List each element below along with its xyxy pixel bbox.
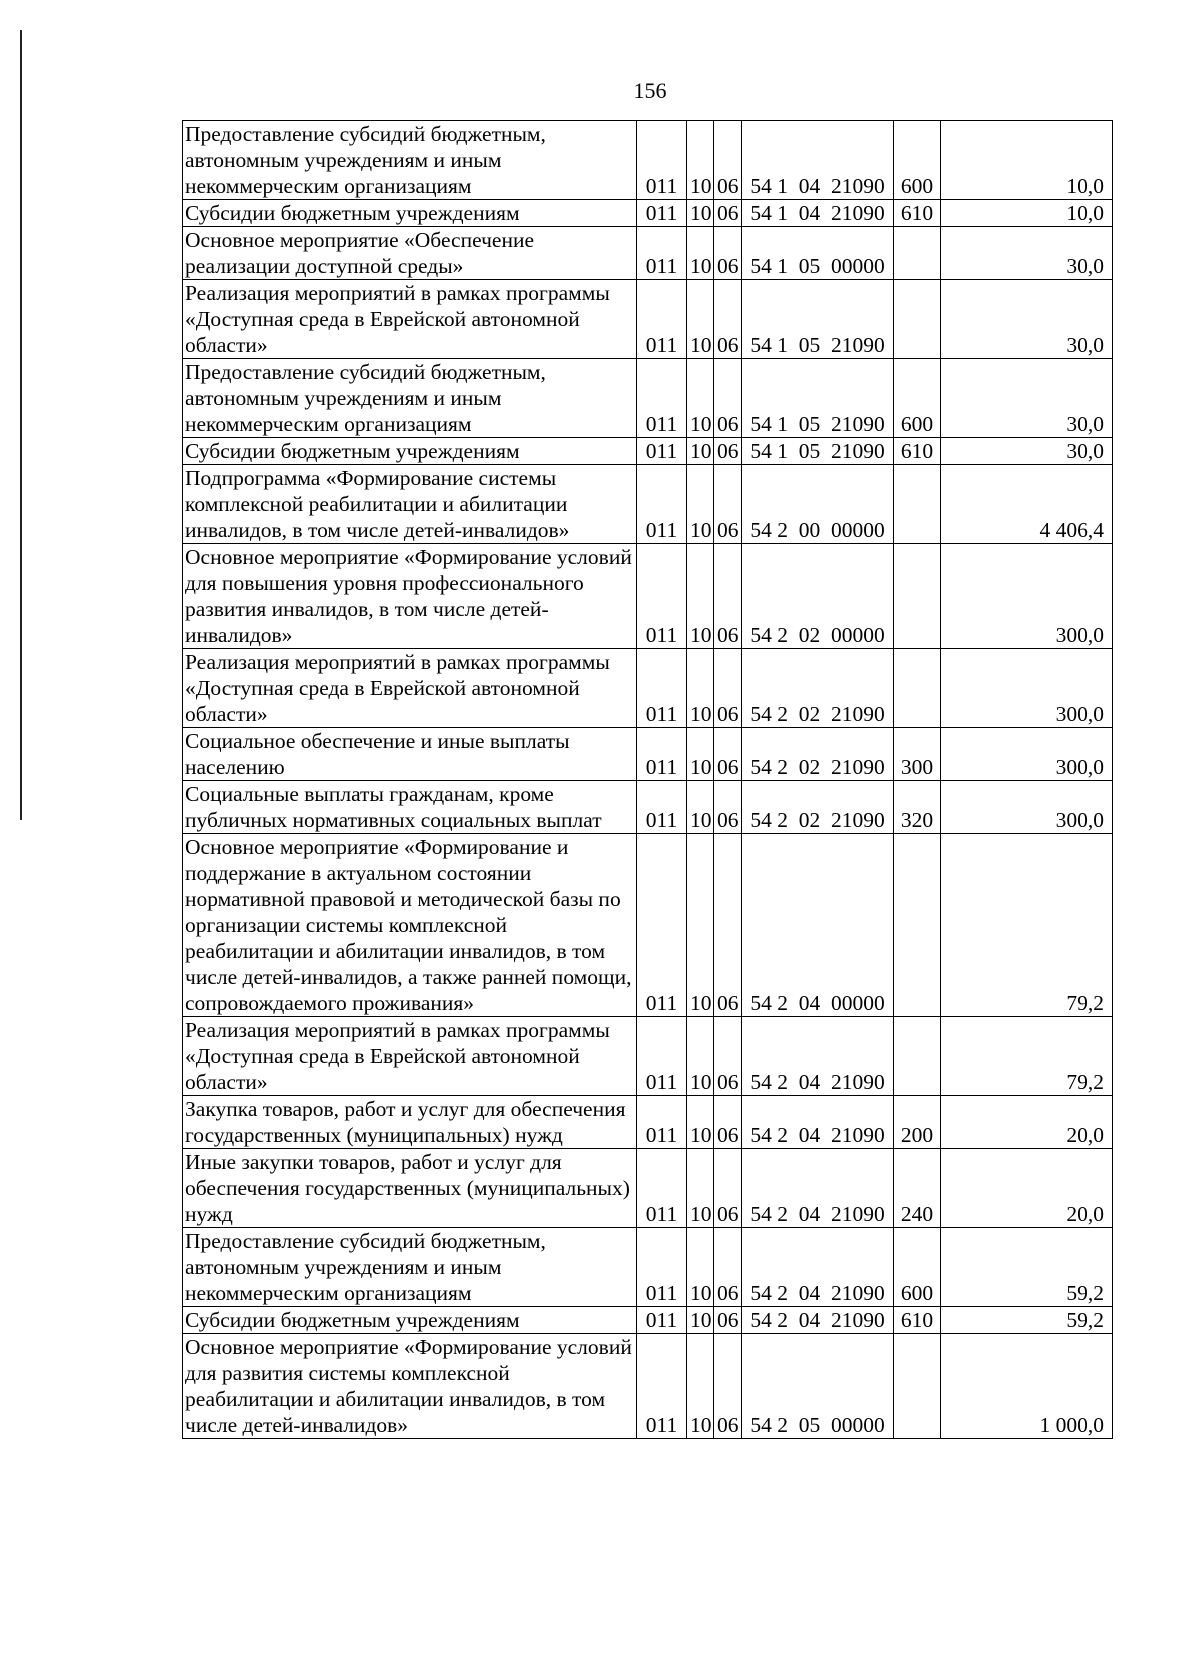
row-program-code-cell: 54 2 04 21090 — [742, 1017, 894, 1096]
table-row — [183, 781, 1113, 834]
row-subsection-code-cell: 06 — [714, 1334, 742, 1439]
row-amount-cell: 10,0 — [941, 200, 1113, 227]
margin-line — [20, 30, 22, 820]
row-subsection-code-cell: 06 — [714, 544, 742, 649]
row-ministry-code-cell: 011 — [637, 544, 687, 649]
row-ministry-code-cell: 011 — [637, 227, 687, 280]
table-row — [183, 1096, 1113, 1149]
row-name-cell: Основное мероприятие «Формирование условий для развития системы комплексной реабилитации и абилитации инвалидов, в том числе детей-инвалидов» — [183, 1334, 637, 1439]
row-amount-cell: 30,0 — [941, 280, 1113, 359]
row-expense-type-cell: 600 — [894, 1228, 941, 1307]
row-program-code-cell: 54 2 02 00000 — [742, 544, 894, 649]
row-ministry-code-cell: 011 — [637, 465, 687, 544]
row-name-cell: Реализация мероприятий в рамках программы «Доступная среда в Еврейской автономной области» — [183, 280, 637, 359]
table-row — [183, 1149, 1113, 1228]
row-name-cell: Социальные выплаты гражданам, кроме публичных нормативных социальных выплат — [183, 781, 637, 834]
row-name-cell: Предоставление субсидий бюджетным, автономным учреждениям и иным некоммерческим организациям — [183, 1228, 637, 1307]
row-expense-type-cell — [894, 649, 941, 728]
row-name-cell: Основное мероприятие «Формирование условий для повышения уровня профессионального развития инвалидов, в том числе детей-инвалидов» — [183, 544, 637, 649]
row-program-code-cell: 54 2 04 21090 — [742, 1149, 894, 1228]
row-expense-type-cell — [894, 834, 941, 1017]
row-expense-type-cell: 600 — [894, 121, 941, 200]
row-subsection-code-cell: 06 — [714, 649, 742, 728]
row-program-code-cell: 54 1 05 00000 — [742, 227, 894, 280]
table-row — [183, 1228, 1113, 1307]
row-subsection-code-cell: 06 — [714, 359, 742, 438]
row-name-cell: Основное мероприятие «Формирование и поддержание в актуальном состоянии нормативной правовой и методической базы по организации системы комплексной реабилитации и абилитации инвалидов, в том числе детей-инвалидов, а также ранней помощи, сопровождаемого проживания» — [183, 834, 637, 1017]
table-row — [183, 227, 1113, 280]
row-section-code-cell: 10 — [687, 649, 714, 728]
row-program-code-cell: 54 2 04 21090 — [742, 1228, 894, 1307]
budget-table — [182, 120, 1113, 1439]
row-name-cell: Закупка товаров, работ и услуг для обеспечения государственных (муниципальных) нужд — [183, 1096, 637, 1149]
row-subsection-code-cell: 06 — [714, 1307, 742, 1334]
row-section-code-cell: 10 — [687, 1096, 714, 1149]
row-subsection-code-cell: 06 — [714, 227, 742, 280]
row-section-code-cell: 10 — [687, 1017, 714, 1096]
row-program-code-cell: 54 1 05 21090 — [742, 280, 894, 359]
row-subsection-code-cell: 06 — [714, 121, 742, 200]
row-program-code-cell: 54 1 05 21090 — [742, 438, 894, 465]
row-subsection-code-cell: 06 — [714, 1149, 742, 1228]
row-name-cell: Основное мероприятие «Обеспечение реализации доступной среды» — [183, 227, 637, 280]
row-ministry-code-cell: 011 — [637, 359, 687, 438]
row-name-cell: Социальное обеспечение и иные выплаты населению — [183, 728, 637, 781]
row-name-cell: Реализация мероприятий в рамках программы «Доступная среда в Еврейской автономной области» — [183, 649, 637, 728]
table-row — [183, 728, 1113, 781]
row-amount-cell: 300,0 — [941, 544, 1113, 649]
row-subsection-code-cell: 06 — [714, 1096, 742, 1149]
row-program-code-cell: 54 2 04 21090 — [742, 1307, 894, 1334]
row-expense-type-cell: 610 — [894, 1307, 941, 1334]
row-name-cell: Иные закупки товаров, работ и услуг для обеспечения государственных (муниципальных) нужд — [183, 1149, 637, 1228]
row-section-code-cell: 10 — [687, 280, 714, 359]
row-amount-cell: 20,0 — [941, 1149, 1113, 1228]
row-amount-cell: 79,2 — [941, 1017, 1113, 1096]
row-expense-type-cell: 320 — [894, 781, 941, 834]
row-program-code-cell: 54 2 02 21090 — [742, 649, 894, 728]
row-subsection-code-cell: 06 — [714, 834, 742, 1017]
row-name-cell: Подпрограмма «Формирование системы комплексной реабилитации и абилитации инвалидов, в том числе детей-инвалидов» — [183, 465, 637, 544]
row-amount-cell: 300,0 — [941, 649, 1113, 728]
row-amount-cell: 30,0 — [941, 359, 1113, 438]
row-program-code-cell: 54 2 05 00000 — [742, 1334, 894, 1439]
page-number: 156 — [633, 78, 667, 103]
row-section-code-cell: 10 — [687, 728, 714, 781]
table-row — [183, 359, 1113, 438]
row-ministry-code-cell: 011 — [637, 1228, 687, 1307]
row-program-code-cell: 54 2 02 21090 — [742, 728, 894, 781]
row-ministry-code-cell: 011 — [637, 200, 687, 227]
row-expense-type-cell — [894, 544, 941, 649]
row-amount-cell: 59,2 — [941, 1307, 1113, 1334]
table-row — [183, 1334, 1113, 1439]
row-section-code-cell: 10 — [687, 1307, 714, 1334]
row-program-code-cell: 54 1 04 21090 — [742, 200, 894, 227]
row-ministry-code-cell: 011 — [637, 438, 687, 465]
row-amount-cell: 20,0 — [941, 1096, 1113, 1149]
table-row — [183, 834, 1113, 1017]
row-expense-type-cell — [894, 1334, 941, 1439]
table-row — [183, 465, 1113, 544]
row-expense-type-cell: 240 — [894, 1149, 941, 1228]
table-row — [183, 1017, 1113, 1096]
table-row — [183, 121, 1113, 200]
row-section-code-cell: 10 — [687, 544, 714, 649]
row-subsection-code-cell: 06 — [714, 438, 742, 465]
row-section-code-cell: 10 — [687, 438, 714, 465]
row-subsection-code-cell: 06 — [714, 200, 742, 227]
row-subsection-code-cell: 06 — [714, 280, 742, 359]
row-section-code-cell: 10 — [687, 465, 714, 544]
row-program-code-cell: 54 2 02 21090 — [742, 781, 894, 834]
row-program-code-cell: 54 2 00 00000 — [742, 465, 894, 544]
row-name-cell: Субсидии бюджетным учреждениям — [183, 1307, 637, 1334]
table-row — [183, 200, 1113, 227]
row-ministry-code-cell: 011 — [637, 834, 687, 1017]
row-amount-cell: 300,0 — [941, 728, 1113, 781]
row-ministry-code-cell: 011 — [637, 781, 687, 834]
row-name-cell: Субсидии бюджетным учреждениям — [183, 438, 637, 465]
row-amount-cell: 10,0 — [941, 121, 1113, 200]
row-ministry-code-cell: 011 — [637, 1149, 687, 1228]
row-section-code-cell: 10 — [687, 227, 714, 280]
row-subsection-code-cell: 06 — [714, 465, 742, 544]
row-expense-type-cell — [894, 280, 941, 359]
row-amount-cell: 59,2 — [941, 1228, 1113, 1307]
row-section-code-cell: 10 — [687, 781, 714, 834]
row-section-code-cell: 10 — [687, 200, 714, 227]
row-amount-cell: 79,2 — [941, 834, 1113, 1017]
row-name-cell: Предоставление субсидий бюджетным, автономным учреждениям и иным некоммерческим организациям — [183, 121, 637, 200]
row-subsection-code-cell: 06 — [714, 781, 742, 834]
row-ministry-code-cell: 011 — [637, 649, 687, 728]
row-amount-cell: 4 406,4 — [941, 465, 1113, 544]
row-expense-type-cell: 300 — [894, 728, 941, 781]
row-section-code-cell: 10 — [687, 1149, 714, 1228]
row-ministry-code-cell: 011 — [637, 121, 687, 200]
row-subsection-code-cell: 06 — [714, 1017, 742, 1096]
row-section-code-cell: 10 — [687, 834, 714, 1017]
row-ministry-code-cell: 011 — [637, 1307, 687, 1334]
row-subsection-code-cell: 06 — [714, 1228, 742, 1307]
row-name-cell: Реализация мероприятий в рамках программы «Доступная среда в Еврейской автономной области» — [183, 1017, 637, 1096]
row-amount-cell: 300,0 — [941, 781, 1113, 834]
row-amount-cell: 30,0 — [941, 227, 1113, 280]
row-section-code-cell: 10 — [687, 1228, 714, 1307]
row-ministry-code-cell: 011 — [637, 280, 687, 359]
row-ministry-code-cell: 011 — [637, 1096, 687, 1149]
row-expense-type-cell: 610 — [894, 438, 941, 465]
row-expense-type-cell: 200 — [894, 1096, 941, 1149]
row-expense-type-cell: 610 — [894, 200, 941, 227]
row-section-code-cell: 10 — [687, 121, 714, 200]
row-program-code-cell: 54 2 04 21090 — [742, 1096, 894, 1149]
row-expense-type-cell — [894, 465, 941, 544]
table-row — [183, 544, 1113, 649]
row-program-code-cell: 54 1 04 21090 — [742, 121, 894, 200]
table-row — [183, 1307, 1113, 1334]
row-name-cell: Предоставление субсидий бюджетным, автономным учреждениям и иным некоммерческим организациям — [183, 359, 637, 438]
row-expense-type-cell — [894, 1017, 941, 1096]
row-ministry-code-cell: 011 — [637, 1017, 687, 1096]
row-ministry-code-cell: 011 — [637, 1334, 687, 1439]
table-row — [183, 280, 1113, 359]
row-section-code-cell: 10 — [687, 359, 714, 438]
row-expense-type-cell — [894, 227, 941, 280]
row-program-code-cell: 54 2 04 00000 — [742, 834, 894, 1017]
table-row — [183, 438, 1113, 465]
row-expense-type-cell: 600 — [894, 359, 941, 438]
row-amount-cell: 1 000,0 — [941, 1334, 1113, 1439]
row-program-code-cell: 54 1 05 21090 — [742, 359, 894, 438]
row-amount-cell: 30,0 — [941, 438, 1113, 465]
table-row — [183, 649, 1113, 728]
row-section-code-cell: 10 — [687, 1334, 714, 1439]
row-subsection-code-cell: 06 — [714, 728, 742, 781]
row-name-cell: Субсидии бюджетным учреждениям — [183, 200, 637, 227]
row-ministry-code-cell: 011 — [637, 728, 687, 781]
